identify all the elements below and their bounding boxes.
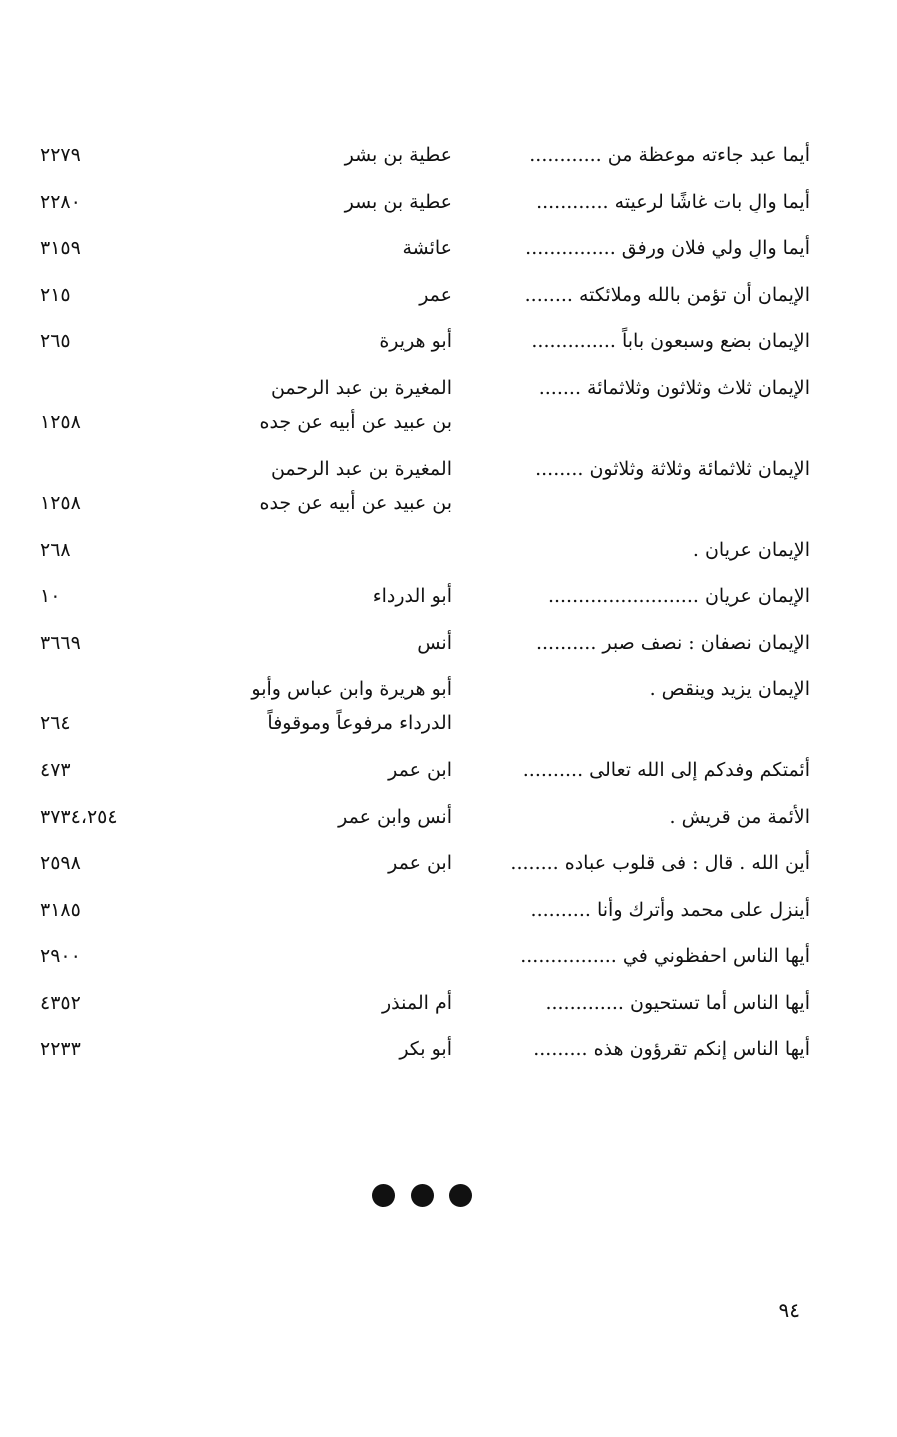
index-entry [40, 939, 810, 986]
hadith-text: الإيمان عريان ......................... [547, 585, 810, 607]
narrator-name: المغيرة بن عبد الرحمن بن عبيد عن أبيه عن جده [259, 457, 452, 514]
index-entry [40, 452, 810, 533]
hadith-text: الإيمان أن تؤمن بالله وملائكته ........ [524, 283, 810, 306]
hadith-number: ٣٦٦٩ [40, 631, 81, 654]
index-entry [40, 800, 810, 847]
narrator-name: أنس وابن عمر [338, 805, 452, 828]
hadith-number: ٢٦٥ [40, 330, 71, 352]
ornament-dot [449, 1184, 472, 1207]
narrator-name: عمر [419, 283, 452, 306]
ornament-dot [372, 1184, 395, 1207]
hadith-index-table [40, 138, 810, 1079]
hadith-text: أيها الناس احفظوني في ................ [520, 945, 810, 967]
hadith-number: ١٢٥٨ [40, 410, 81, 433]
index-entry [40, 626, 810, 673]
narrator-name: أنس [417, 631, 452, 654]
hadith-text: الإيمان ثلاثمائة وثلاثة وثلاثون ........ [535, 457, 810, 480]
page-number: ٩٤ [778, 1298, 800, 1322]
index-entry [40, 533, 810, 580]
hadith-text: أيها الناس أما تستحيون ............. [545, 991, 810, 1014]
hadith-text: أينزل على محمد وأترك وأنا .......... [530, 898, 810, 921]
hadith-number: ٤٣٥٢ [40, 991, 81, 1014]
narrator-name: أبو بكر [399, 1038, 452, 1060]
hadith-number: ٢١٥ [40, 283, 71, 306]
hadith-number: ٣١٥٩ [40, 237, 81, 259]
hadith-text: أئمتكم وفدكم إلى الله تعالى .......... [522, 759, 810, 781]
narrator-name: عطية بن بشر [344, 144, 452, 166]
hadith-text: الإيمان بضع وسبعون باباً .............. [531, 330, 810, 352]
index-entry [40, 753, 810, 800]
index-entry [40, 893, 810, 940]
index-entry [40, 185, 810, 232]
hadith-text: أيما والٍ بات غاشًا لرعيته ............ [536, 190, 810, 213]
narrator-name: أم المنذر [381, 991, 452, 1014]
hadith-number: ٢٥٩٨ [40, 852, 81, 874]
hadith-number: ٤٧٣ [40, 759, 71, 781]
ornament-dot [411, 1184, 434, 1207]
hadith-text: أيما عبد جاءته موعظة من ............ [529, 144, 810, 166]
hadith-number: ٢٢٣٣ [40, 1038, 81, 1060]
hadith-number: ١٠ [40, 585, 61, 607]
hadith-text: الإيمان ثلاث وثلاثون وثلاثمائة ....... [538, 376, 810, 399]
hadith-number: ٢٩٠٠ [40, 945, 81, 967]
index-entry [40, 846, 810, 893]
hadith-number: ٢٦٤ [40, 712, 71, 734]
index-entry [40, 371, 810, 452]
narrator-name: عطية بن بسر [344, 190, 452, 213]
narrator-name: أبو هريرة [379, 330, 452, 352]
index-entry [40, 579, 810, 626]
index-entry [40, 138, 810, 185]
index-entry [40, 1032, 810, 1079]
narrator-name: المغيرة بن عبد الرحمن بن عبيد عن أبيه عن جده [259, 376, 452, 433]
hadith-text: أيما والٍ ولي فلان ورفق ............... [525, 237, 810, 259]
narrator-name: عائشة [402, 237, 452, 259]
hadith-text: أيها الناس إنكم تقرؤون هذه ......... [533, 1038, 810, 1060]
hadith-number: ٢٢٨٠ [40, 190, 81, 213]
hadith-text: أين الله . قال : فى قلوب عباده ........ [510, 852, 810, 874]
index-entry [40, 324, 810, 371]
hadith-number: ٢٢٧٩ [40, 144, 81, 166]
index-entry [40, 278, 810, 325]
hadith-text: الإيمان نصفان : نصف صبر .......... [535, 631, 810, 654]
hadith-text: الإيمان عريان . [692, 538, 810, 561]
hadith-number: ٣١٨٥ [40, 898, 81, 921]
hadith-number: ٢٦٨ [40, 538, 71, 561]
index-entry [40, 986, 810, 1033]
hadith-text: الإيمان يزيد وينقص . [649, 678, 810, 700]
narrator-name: أبو هريرة وابن عباس وأبو الدرداء مرفوعاً وموقوفاً [251, 678, 452, 734]
index-entry [40, 231, 810, 278]
section-end-ornament [372, 1184, 472, 1208]
narrator-name: ابن عمر [388, 759, 452, 781]
hadith-number: ١٢٥٨ [40, 491, 81, 514]
index-entry [40, 672, 810, 753]
narrator-name: ابن عمر [388, 852, 452, 874]
hadith-text: الأئمة من قريش . [669, 805, 810, 828]
hadith-number: ٣٧٣٤،٢٥٤ [40, 805, 118, 828]
narrator-name: أبو الدرداء [372, 585, 452, 607]
